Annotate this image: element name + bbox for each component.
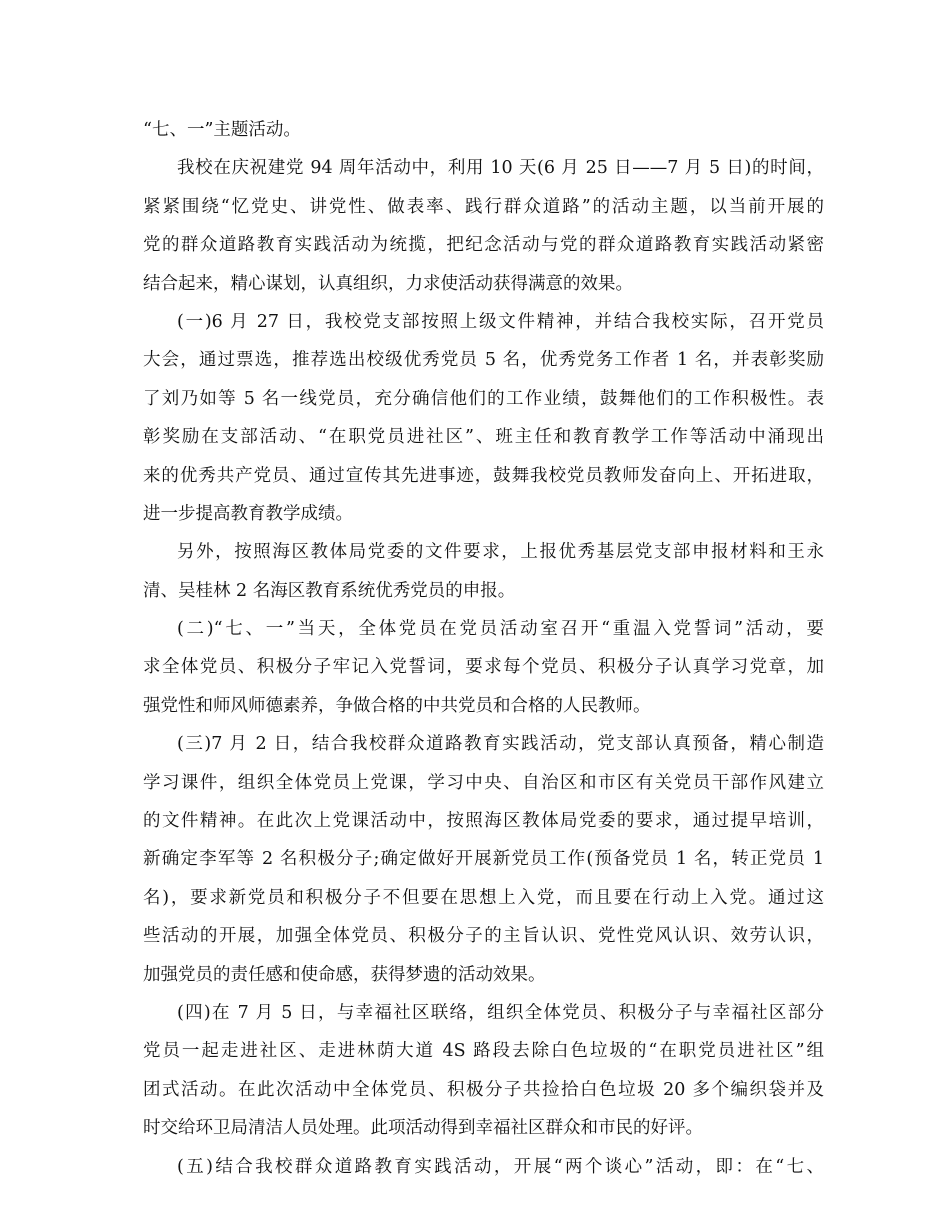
text-line: 紧紧围绕“忆党史、讲党性、做表率、践行群众道路”的活动主题，以当前开展的 xyxy=(143,196,824,217)
text-line: 新确定李军等 2 名积极分子;确定做好开展新党员工作(预备党员 1 名，转正党员 1 xyxy=(143,849,824,870)
text-line: 另外，按照海区教体局党委的文件要求，上报优秀基层党支部申报材料和王永 xyxy=(177,542,824,563)
text-line: 时交给环卫局清洁人员处理。此项活动得到幸福社区群众和市民的好评。 xyxy=(143,1118,703,1139)
text-line: 强党性和师风师德素养，争做合格的中共党员和合格的人民教师。 xyxy=(143,695,651,716)
text-line: 的文件精神。在此次上党课活动中，按照海区教体局党委的要求，通过提早培训， xyxy=(143,811,824,832)
paragraph xyxy=(143,149,824,303)
text-line: “七、一”主题活动。 xyxy=(143,120,301,140)
paragraph xyxy=(143,725,824,994)
text-line: 党员一起走进社区、走进林荫大道 4S 路段去除白色垃圾的“在职党员进社区”组 xyxy=(143,1041,824,1062)
text-line: 结合起来，精心谋划，认真组织，力求使活动获得满意的效果。 xyxy=(143,273,633,294)
text-line: 我校在庆祝建党 94 周年活动中，利用 10 天(6 月 25 日——7 月 5 日)的时间， xyxy=(177,158,824,179)
text-line: 团式活动。在此次活动中全体党员、积极分子共捡拾白色垃圾 20 多个编织袋并及 xyxy=(143,1079,824,1100)
text-line: 些活动的开展，加强全体党员、积极分子的主旨认识、党性党风认识、效劳认识， xyxy=(143,926,824,947)
text-line: 大会，通过票选，推荐选出校级优秀党员 5 名，优秀党务工作者 1 名，并表彰奖励 xyxy=(143,350,824,371)
text-line: (一)6 月 27 日，我校党支部按照上级文件精神，并结合我校实际，召开党员 xyxy=(177,311,824,332)
text-line: 进一步提高教育教学成绩。 xyxy=(143,503,353,524)
paragraph xyxy=(143,533,824,610)
text-line: (五)结合我校群众道路教育实践活动，开展“两个谈心”活动，即：在“七、 xyxy=(177,1156,824,1177)
text-line: (三)7 月 2 日，结合我校群众道路教育实践活动，党支部认真预备，精心制造 xyxy=(177,734,824,755)
text-line: 彰奖励在支部活动、“在职党员进社区”、班主任和教育教学工作等活动中涌现出 xyxy=(143,427,824,448)
paragraph xyxy=(143,303,824,533)
paragraph xyxy=(143,610,824,725)
text-line: 清、吴桂林 2 名海区教育系统优秀党员的申报。 xyxy=(143,580,516,601)
text-line: 党的群众道路教育实践活动为统揽，把纪念活动与党的群众道路教育实践活动紧密 xyxy=(143,235,824,256)
text-line: 了刘乃如等 5 名一线党员，充分确信他们的工作业绩，鼓舞他们的工作积极性。表 xyxy=(143,388,824,409)
text-line: 学习课件，组织全体党员上党课，学习中央、自治区和市区有关党员干部作风建立 xyxy=(143,772,824,793)
text-line: 加强党员的责任感和使命感，获得梦遗的活动效果。 xyxy=(143,964,546,985)
text-line: 求全体党员、积极分子牢记入党誓词，要求每个党员、积极分子认真学习党章，加 xyxy=(143,657,824,678)
text-line: 名)，要求新党员和积极分子不但要在思想上入党，而且要在行动上入党。通过这 xyxy=(143,887,824,908)
text-line: 来的优秀共产党员、通过宣传其先进事迹，鼓舞我校党员教师发奋向上、开拓进取， xyxy=(143,465,824,486)
document-page xyxy=(143,111,824,1186)
paragraph xyxy=(143,1148,824,1186)
text-line: (二)“七、一”当天，全体党员在党员活动室召开“重温入党誓词”活动，要 xyxy=(177,619,824,640)
text-line: (四)在 7 月 5 日，与幸福社区联络，组织全体党员、积极分子与幸福社区部分 xyxy=(177,1002,824,1023)
paragraph xyxy=(143,994,824,1148)
paragraph xyxy=(143,111,824,149)
